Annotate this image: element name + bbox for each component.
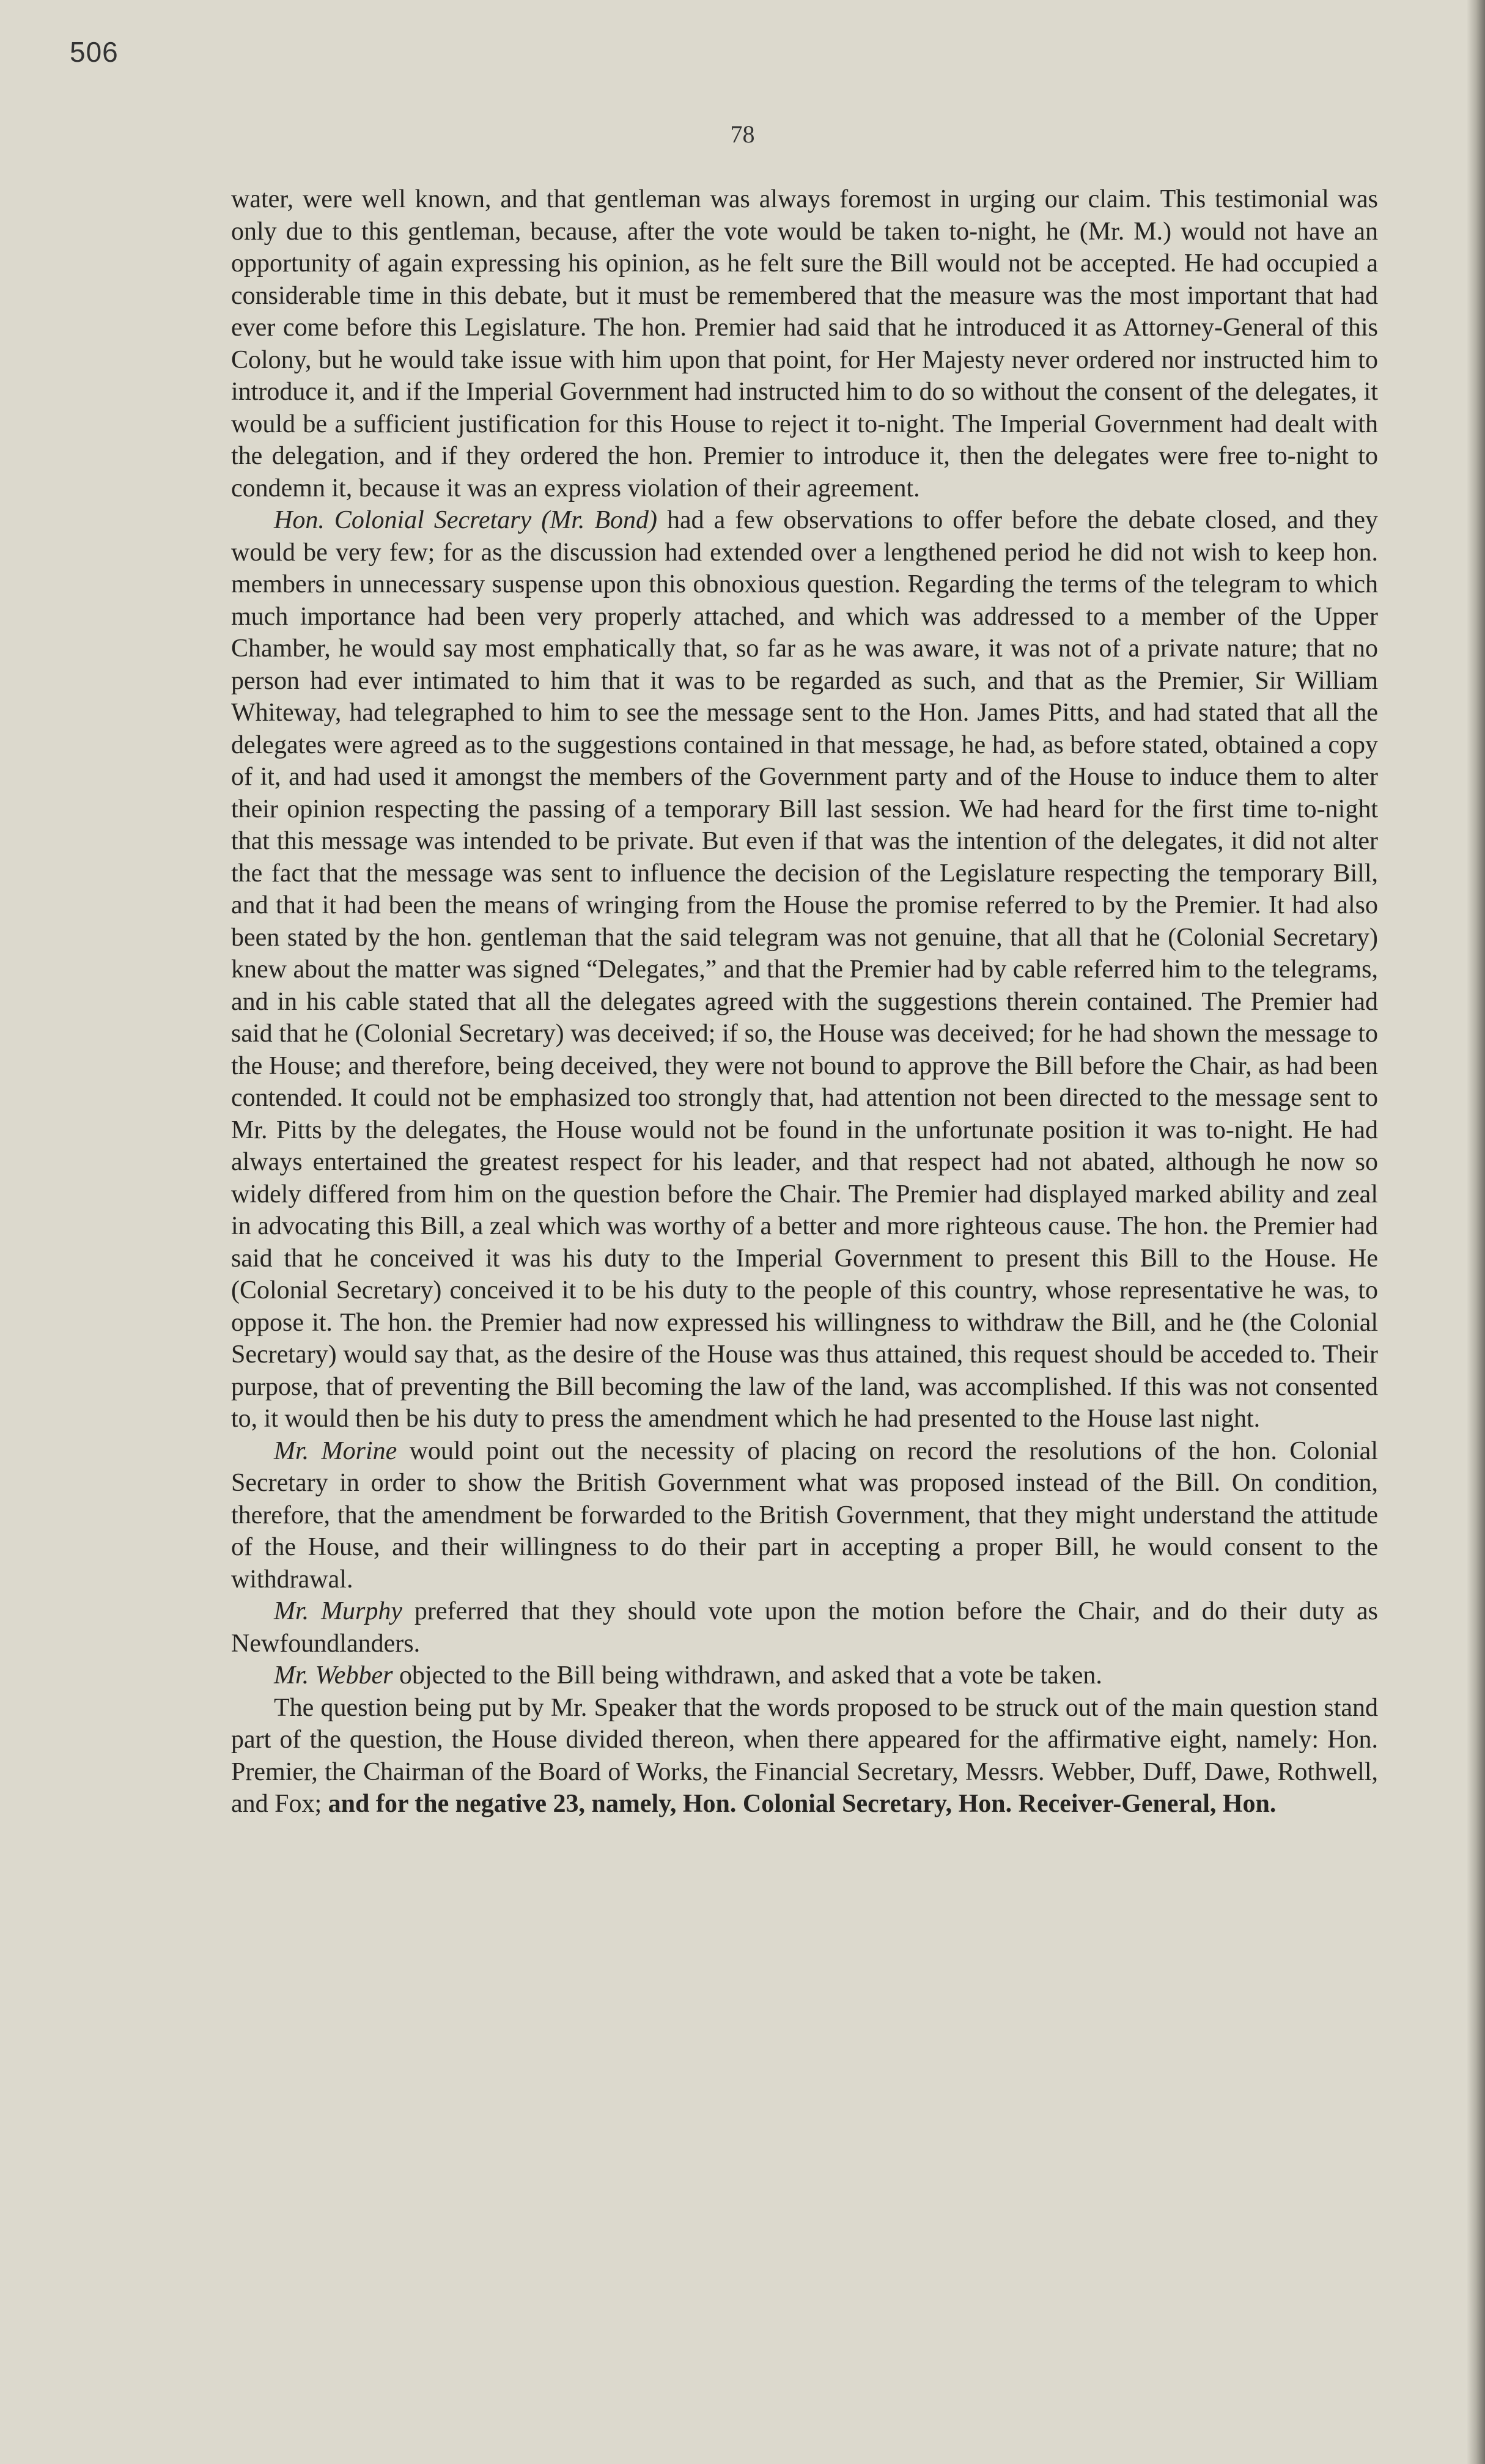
- paragraph-webber: [231, 1660, 1378, 1692]
- paragraph-text: The question being put by Mr. Speaker that the words proposed to be struck out of the main question stand part of the question, the House divided thereon, when there appeared for the affirmative eight, namely: Hon. Premier, the Chairman of the Board of Works, the Financial Secretary, Messrs. Webber, Duff, Dawe, Rothwell, and Fox;: [231, 1693, 1378, 1818]
- paragraph-division: [231, 1692, 1378, 1820]
- paragraph-colonial-secretary: [231, 504, 1378, 1435]
- paragraph-text: objected to the Bill being withdrawn, and asked that a vote be taken.: [392, 1661, 1102, 1690]
- paragraph-continuation: [231, 183, 1378, 504]
- paragraph-text: preferred that they should vote upon the motion before the Chair, and do their duty as Newfoundlanders.: [231, 1597, 1378, 1658]
- speaker-name: Mr. Morine: [274, 1436, 397, 1465]
- paragraph-text: had a few observations to offer before the debate closed, and they would be very few; for as the discussion had extended over a lengthened period he did not wish to keep hon. members in unnecessary suspense upon this obnoxious question. Regarding the terms of the telegram to which much importance had been very properly attached, and which was addressed to a member of the Upper Chamber, he would say most emphatically that, so far as he was aware, it was not of a private nature; that no person had ever intimated to him that it was to be regarded as such, and that as the Premier, Sir William Whiteway, had telegraphed to him to see the message sent to the Hon. James Pitts, and had stated that all the delegates were agreed as to the suggestions contained in that message, he had, as before stated, obtained a copy of it, and had used it amongst the members of the Government party and of the House to induce them to alter their opinion respecting the passing of a temporary Bill last session. We had heard for the first time to-night that this message was intended to be private. But even if that was the intention of the delegates, it did not alter the fact that the message was sent to influence the decision of the Legislature respecting the temporary Bill, and that it had been the means of wringing from the House the promise referred to by the Premier. It had also been stated by the hon. gentleman that the said telegram was not genuine, that all that he (Colonial Secretary) knew about the matter was signed “Delegates,” and that the Premier had by cable referred him to the telegrams, and in his cable stated that all the delegates agreed with the suggestions therein contained. The Premier had said that he (Colonial Secretary) was deceived; if so, the House was deceived; for he had shown the message to the House; and therefore, being deceived, they were not bound to approve the Bill before the Chair, as had been contended. It could not be emphasized too strongly that, had attention not been directed to the message sent to Mr. Pitts by the delegates, the House would not be found in the unfortunate position it was to-night. He had always entertained the greatest respect for his leader, and that respect had not abated, although he now so widely differed from him on the question before the Chair. The Premier had displayed marked ability and zeal in advocating this Bill, a zeal which was worthy of a better and more righteous cause. The hon. the Premier had said that he conceived it was his duty to the Imperial Government to present this Bill to the House. He (Colonial Secretary) conceived it to be his duty to the people of this country, whose representative he was, to oppose it. The hon. the Premier had now expressed his willingness to withdraw the Bill, and he (the Colonial Secretary) would say that, as the desire of the House was thus attained, this request should be acceded to. Their purpose, that of preventing the Bill becoming the law of the land, was accomplished. If this was not consented to, it would then be his duty to press the amendment which he had presented to the House last night.: [231, 506, 1378, 1433]
- page-edge-shadow: [1467, 0, 1485, 2464]
- archive-page-number: 506: [70, 36, 119, 68]
- paragraph-text-bold: and for the negative 23, namely, Hon. Colonial Secretary, Hon. Receiver-General, Hon.: [328, 1790, 1277, 1818]
- paragraph-murphy: [231, 1595, 1378, 1660]
- printed-page-number: 78: [730, 120, 755, 148]
- body-text: [231, 183, 1378, 1820]
- speaker-name: Hon. Colonial Secretary (Mr. Bond): [274, 506, 658, 534]
- speaker-name: Mr. Murphy: [274, 1597, 403, 1625]
- paragraph-text: water, were well known, and that gentleman was always foremost in urging our claim. This testimonial was only due to this gentleman, because, after the vote would be taken to-night, he (Mr. M.) would not have an opportunity of again expressing his opinion, as he felt sure the Bill would not be accepted. He had occupied a considerable time in this debate, but it must be remembered that the measure was the most important that had ever come before this Legislature. The hon. Premier had said that he introduced it as Attorney-General of this Colony, but he would take issue with him upon that point, for Her Majesty never ordered nor instructed him to introduce it, and if the Imperial Government had instructed him to do so without the consent of the delegates, it would be a sufficient justification for this House to reject it to-night. The Imperial Government had dealt with the delegation, and if they ordered the hon. Premier to introduce it, then the delegates were free to-night to condemn it, because it was an express violation of their agreement.: [231, 185, 1378, 502]
- paragraph-text: would point out the necessity of placing on record the resolutions of the hon. Colonial Secretary in order to show the British Government what was proposed instead of the Bill. On condition, therefore, that the amendment be forwarded to the British Government, that they might understand the attitude of the House, and their willingness to do their part in accepting a proper Bill, he would consent to the withdrawal.: [231, 1436, 1378, 1594]
- paragraph-morine: [231, 1435, 1378, 1596]
- speaker-name: Mr. Webber: [274, 1661, 393, 1690]
